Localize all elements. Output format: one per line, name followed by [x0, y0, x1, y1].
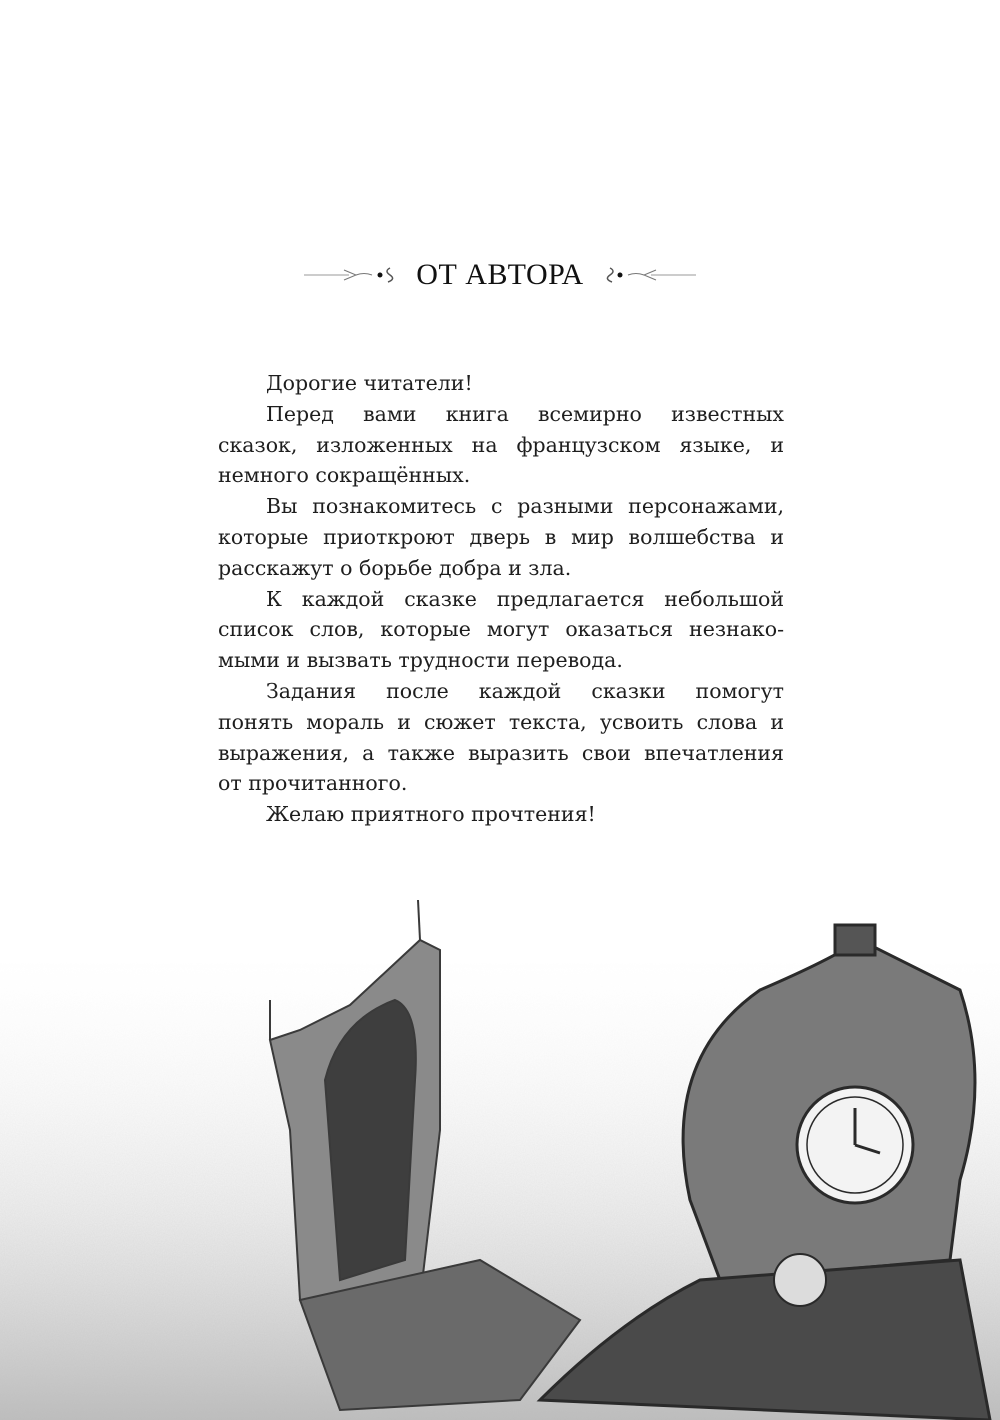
illustration-chair-and-clock	[0, 880, 1000, 1420]
text-line: Вы познакомитесь с разными персонажами,	[266, 494, 784, 519]
text-line: Дорогие читатели!	[266, 371, 473, 395]
text-line: которые приоткроют дверь в мир волшебства и	[218, 524, 784, 549]
text-line: сказок, изложенных на французском языке, и	[218, 432, 784, 457]
text-line: выражения, а также выразить свои впечатления	[218, 740, 784, 765]
chapter-heading	[0, 258, 1000, 292]
text-line: список слов, которые могут оказаться незнако-	[218, 617, 784, 642]
text-line: понять мораль и сюжет текста, усвоить слова и	[218, 709, 784, 734]
text-line: Желаю приятного прочтения!	[266, 802, 596, 827]
text-line: немного сокращённых.	[218, 463, 471, 488]
ornament-right-icon	[606, 265, 696, 285]
text-line: К каждой сказке предлагается небольшой	[266, 586, 784, 611]
text-line: от прочитанного.	[218, 771, 408, 796]
text-line: расскажут о борьбе добра и зла.	[218, 555, 572, 580]
page-title: ОТ АВТОРА	[416, 258, 584, 291]
body-text	[218, 368, 784, 830]
text-line: Задания после каждой сказки помогут	[266, 678, 784, 703]
ornament-left-icon	[304, 265, 394, 285]
text-line: мыми и вызвать трудности перевода.	[218, 648, 623, 673]
text-line: Перед вами книга всемирно известных	[266, 401, 784, 426]
